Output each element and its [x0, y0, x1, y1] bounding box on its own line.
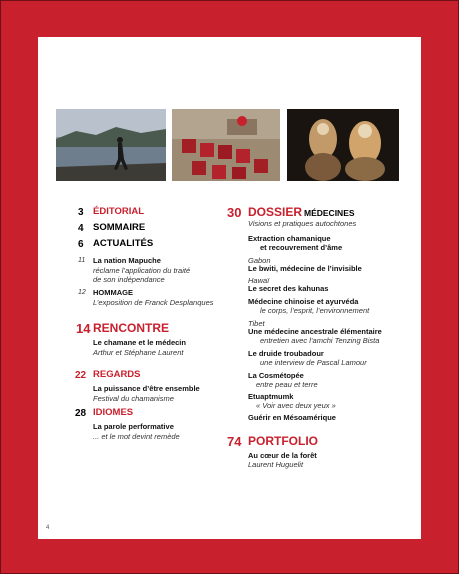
portfolio-num: 74 — [227, 434, 242, 449]
nation-sub1: réclame l’application du traité — [93, 266, 191, 275]
editorial-num: 3 — [78, 207, 84, 218]
rencontre-link[interactable]: RENCONTRE — [93, 321, 170, 335]
tibet-sub: entretien avec l’amchi Tenzing Bista — [260, 336, 380, 345]
extraction-title1[interactable]: Extraction chamanique — [248, 234, 331, 243]
tibet-region: Tibet — [248, 319, 265, 328]
tibet-title[interactable]: Une médecine ancestrale élémentaire — [248, 327, 382, 336]
dossier-label2: MÉDECINES — [304, 208, 355, 218]
hommage-title[interactable]: HOMMAGE — [93, 288, 133, 297]
regards-num: 22 — [75, 370, 87, 381]
portfolio-sub: Laurent Huguelit — [248, 460, 304, 469]
lake-photo — [56, 109, 166, 181]
gabon-region: Gabon — [248, 256, 271, 265]
dossier-num: 30 — [227, 205, 242, 220]
guerir-title[interactable]: Guérir en Mésoamérique — [248, 413, 336, 422]
rencontre-num: 14 — [76, 321, 91, 336]
hawai-region: Hawaï — [248, 276, 270, 285]
page-number: 4 — [46, 525, 50, 531]
extraction-title2[interactable]: et recouvrement d’âme — [260, 243, 343, 252]
chinoise-sub: le corps, l’esprit, l’environnement — [260, 306, 370, 315]
actualites-link[interactable]: ACTUALITÉS — [93, 238, 154, 249]
idiomes-title[interactable]: La parole performative — [93, 422, 174, 431]
gabon-title[interactable]: Le bwiti, médecine de l’invisible — [248, 264, 362, 273]
chinoise-title[interactable]: Médecine chinoise et ayurvéda — [248, 297, 359, 306]
dossier-link[interactable]: DOSSIER — [248, 205, 303, 219]
magazine-page — [38, 37, 421, 539]
nation-sub2: de son indépendance — [93, 275, 165, 284]
sommaire-link[interactable]: SOMMAIRE — [93, 222, 146, 233]
regards-link[interactable]: REGARDS — [93, 369, 141, 380]
cosmetopee-sub: entre peau et terre — [256, 380, 318, 389]
hommage-num: 12 — [78, 289, 86, 296]
dossier-sub: Visions et pratiques autochtones — [248, 219, 357, 228]
portfolio-title[interactable]: Au cœur de la forêt — [248, 451, 317, 460]
hommage-sub: L’exposition de Franck Desplanques — [93, 298, 214, 307]
druide-title[interactable]: Le druide troubadour — [248, 349, 324, 358]
hawai-title[interactable]: Le secret des kahunas — [248, 284, 329, 293]
portfolio-link[interactable]: PORTFOLIO — [248, 434, 318, 448]
sommaire-num: 4 — [78, 223, 84, 234]
dancers-photo — [287, 109, 399, 181]
nation-num: 11 — [78, 257, 86, 264]
idiomes-link[interactable]: IDIOMES — [93, 407, 134, 418]
idiomes-sub: ... et le mot devint remède — [93, 432, 180, 441]
druide-sub: une interview de Pascal Lamour — [260, 358, 367, 367]
etuaptmumk-title[interactable]: Etuaptmumk — [248, 392, 294, 401]
cosmetopee-title[interactable]: La Cosmétopée — [248, 371, 304, 380]
idiomes-num: 28 — [75, 408, 87, 419]
editorial-link[interactable]: ÉDITORIAL — [93, 206, 145, 217]
rencontre-title[interactable]: Le chamane et le médecin — [93, 338, 186, 347]
etuaptmumk-sub: « Voir avec deux yeux » — [256, 401, 336, 410]
nation-title[interactable]: La nation Mapuche — [93, 256, 161, 265]
actualites-num: 6 — [78, 239, 84, 250]
regards-title[interactable]: La puissance d’être ensemble — [93, 384, 200, 393]
rencontre-sub: Arthur et Stéphane Laurent — [93, 348, 184, 357]
photo-strip — [56, 109, 399, 181]
regards-sub: Festival du chamanisme — [93, 394, 174, 403]
monks-photo — [172, 109, 280, 181]
